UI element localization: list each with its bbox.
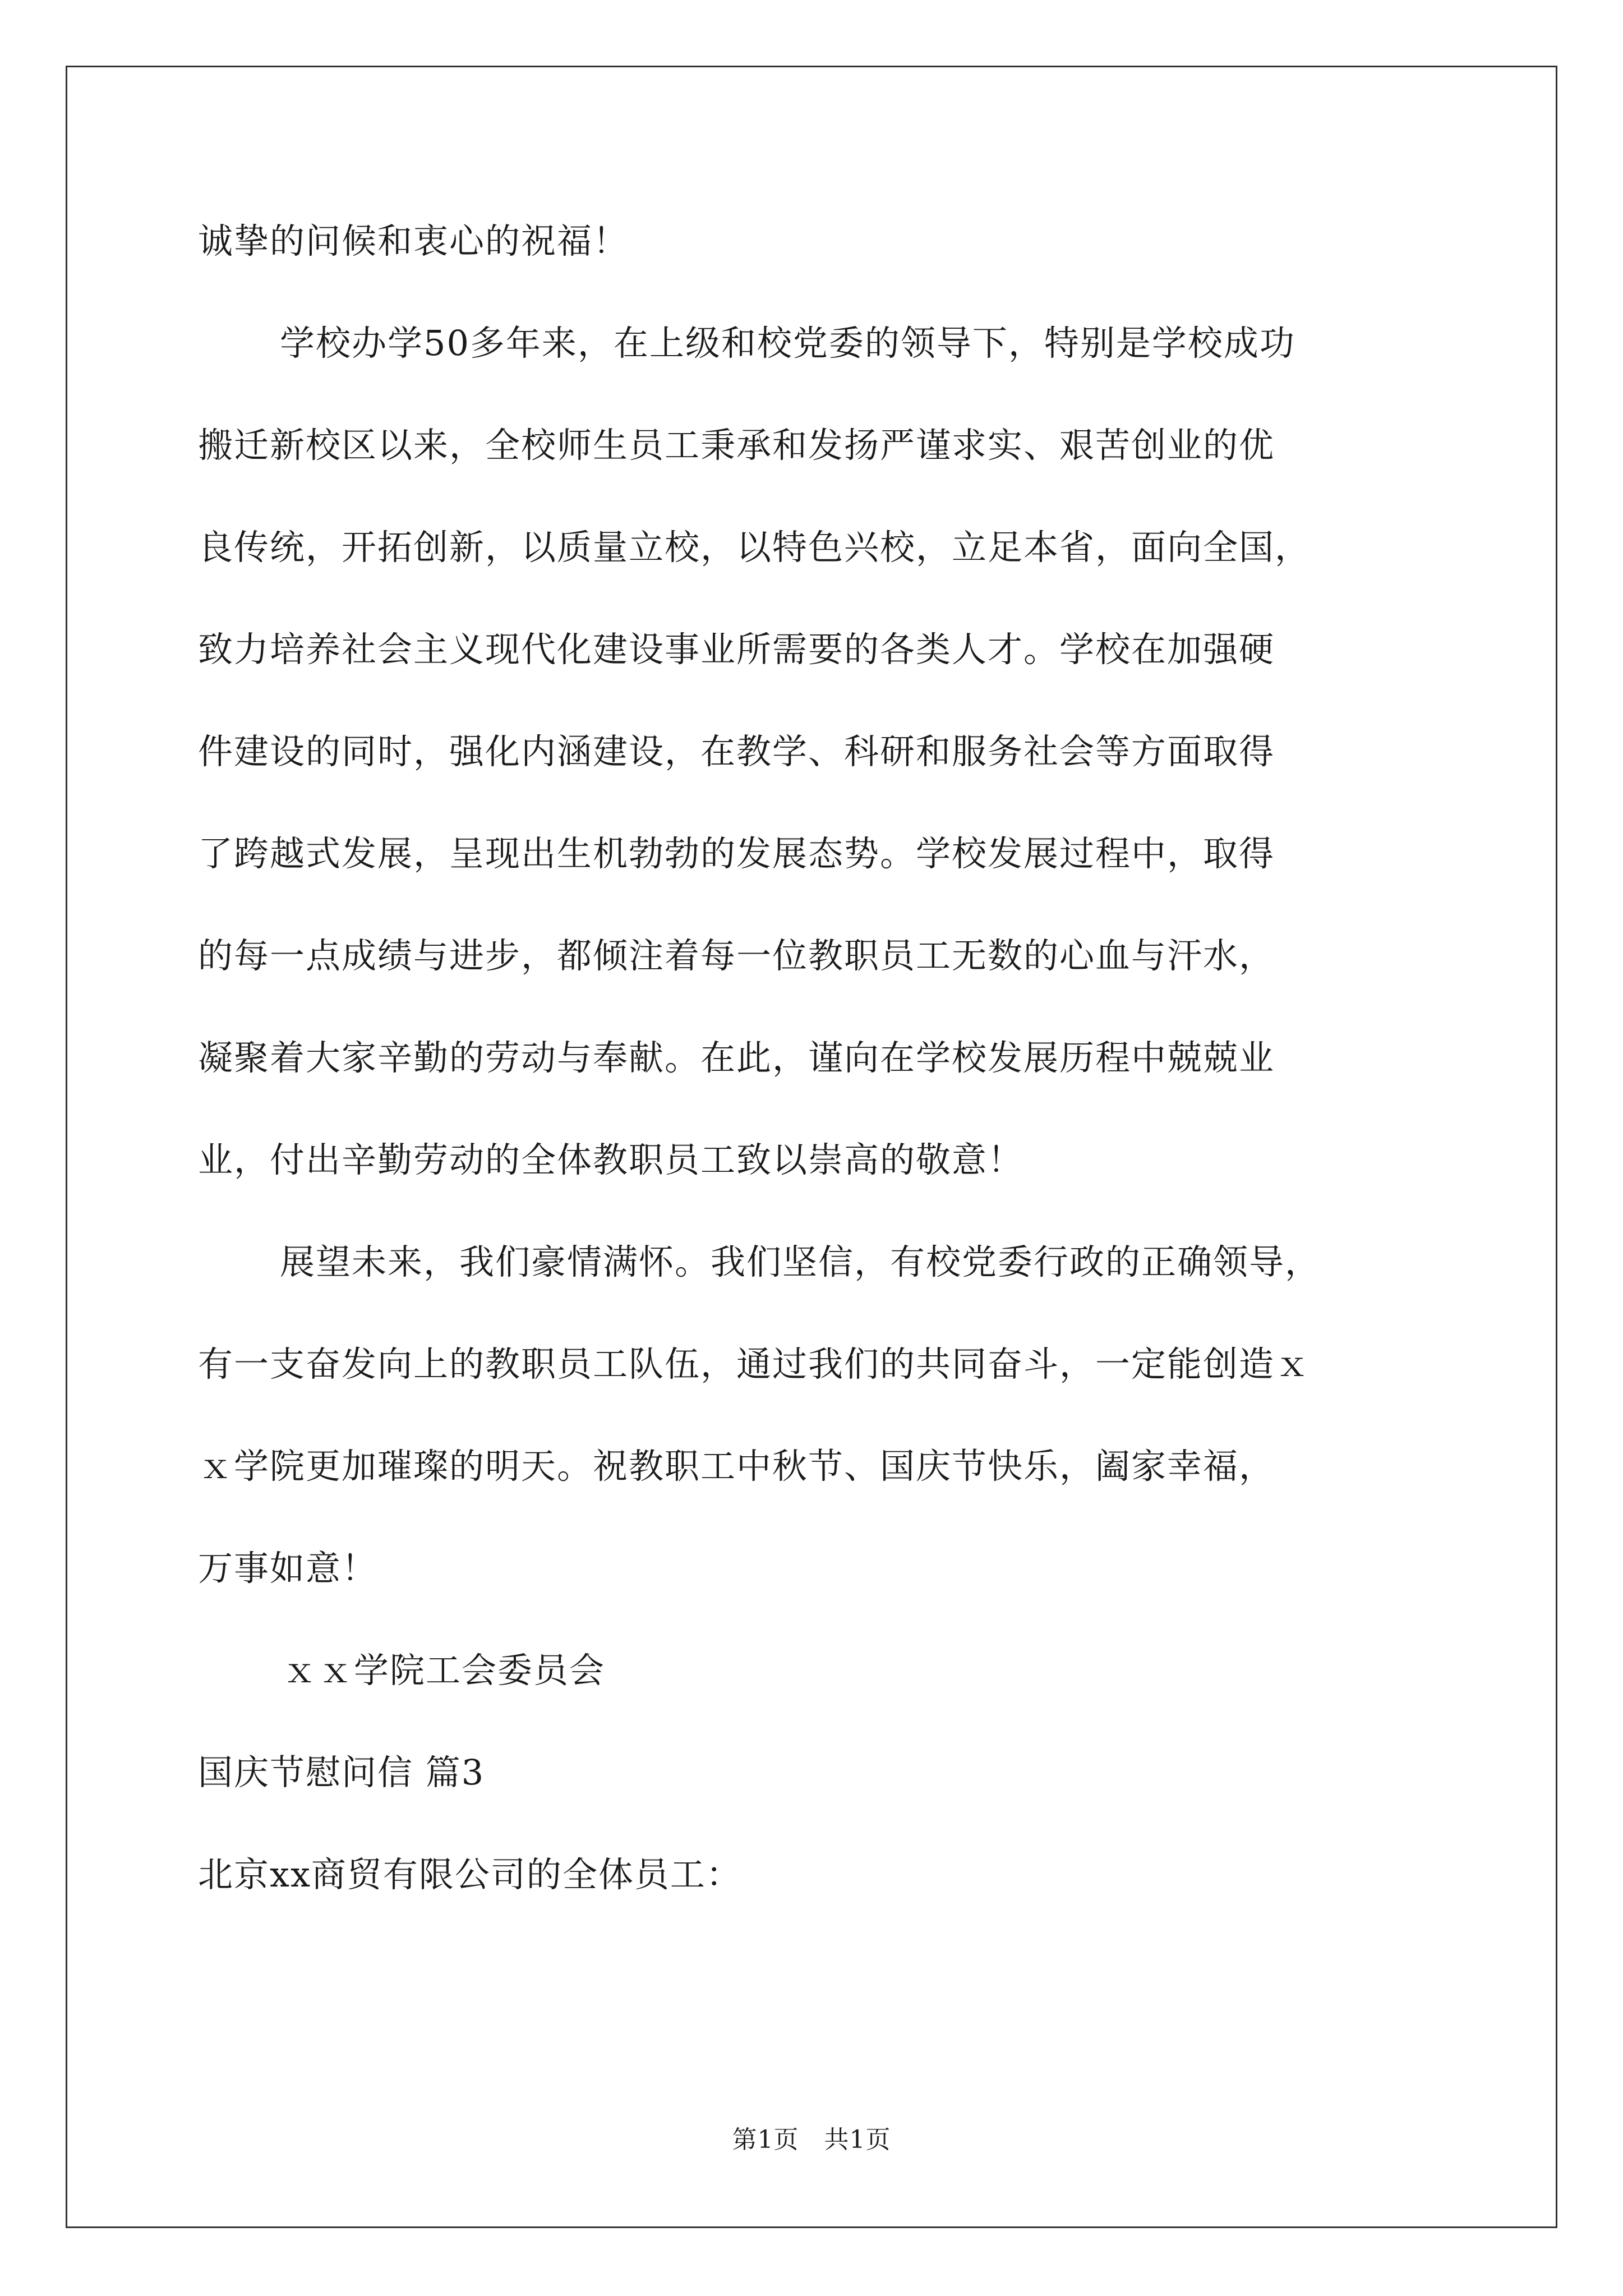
signature-line: ｘｘ学院工会委员会 xyxy=(282,1650,606,1691)
text-line: 凝聚着大家辛勤的劳动与奉献。在此，谨向在学校发展历程中兢兢业 xyxy=(198,1037,1275,1078)
paragraph-start-line: 展望未来，我们豪情满怀。我们坚信，有校党委行政的正确领导， xyxy=(280,1241,1321,1282)
text-line: 诚挚的问候和衷心的祝福！ xyxy=(198,220,629,261)
text-line: 良传统，开拓创新，以质量立校，以特色兴校，立足本省，面向全国， xyxy=(198,527,1311,568)
text-line: 的每一点成绩与进步，都倾注着每一位教职员工无数的心血与汗水， xyxy=(198,935,1275,976)
text-line: 搬迁新校区以来，全校师生员工秉承和发扬严谨求实、艰苦创业的优 xyxy=(198,425,1275,466)
page-footer: 第1页 共1页 xyxy=(732,2125,891,2154)
text-line: 件建设的同时，强化内涵建设，在教学、科研和服务社会等方面取得 xyxy=(198,731,1275,772)
text-line: 万事如意！ xyxy=(198,1548,378,1589)
text-line: ｘ学院更加璀璨的明天。祝教职工中秋节、国庆节快乐，阖家幸福， xyxy=(198,1446,1275,1487)
paragraph-start-line: 学校办学50多年来，在上级和校党委的领导下，特别是学校成功 xyxy=(280,323,1295,364)
text-line: 有一支奋发向上的教职员工队伍，通过我们的共同奋斗，一定能创造ｘ xyxy=(198,1343,1311,1384)
section-heading: 国庆节慰问信 篇3 xyxy=(198,1752,485,1793)
text-line: 致力培养社会主义现代化建设事业所需要的各类人才。学校在加强硬 xyxy=(198,629,1275,670)
salutation-line: 北京xx商贸有限公司的全体员工： xyxy=(198,1854,742,1895)
text-line: 了跨越式发展，呈现出生机勃勃的发展态势。学校发展过程中，取得 xyxy=(198,833,1275,874)
text-line: 业，付出辛勤劳动的全体教职员工致以崇高的敬意！ xyxy=(198,1139,1024,1180)
